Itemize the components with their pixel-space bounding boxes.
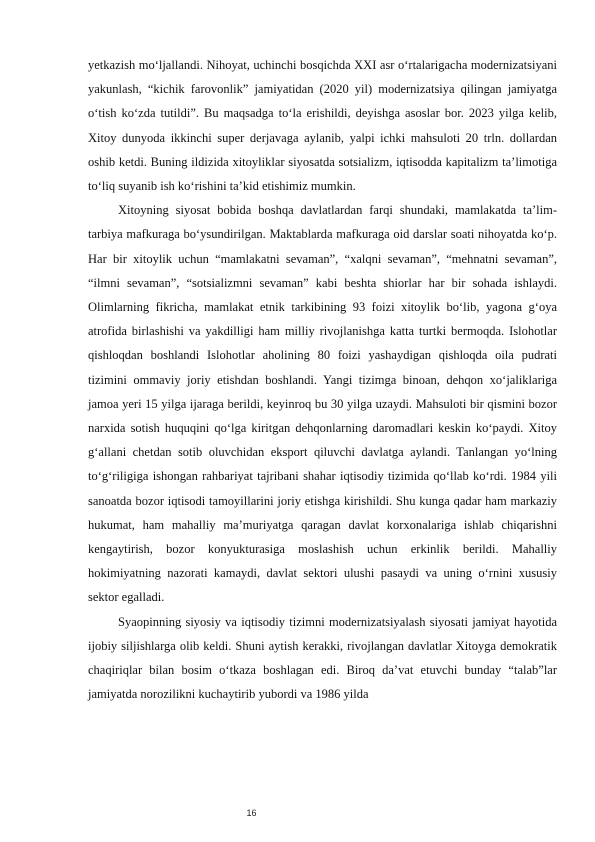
document-page bbox=[88, 53, 557, 706]
paragraph-3: Syaopinning siyosiy va iqtisodiy tizimni modernizatsiyalash siyosati jamiyat hayotida ijobiy siljishlarga olib keldi. Shuni aytish kerakki, rivojlangan davlatlar Xitoyga demokratik chaqiriqlar bilan bosim o‘tkaza boshlagan edi. Biroq da’vat etuvchi bunday “talab”lar jamiyatda norozilikni kuchaytirib yubordi va 1986 yilda bbox=[88, 614, 557, 702]
page-number: 16 bbox=[246, 808, 257, 818]
paragraph-1: yetkazish mo‘ljallandi. Nihoyat, uchinchi bosqichda XXI asr o‘rtalarigacha modernizatsiyani yakunlash, “kichik farovonlik” jamiyatidan (2020 yil) modernizatsiya qilingan jamiyatga o‘tish ko‘zda tutildi”. Bu maqsadga to‘la erishildi, deyishga asoslar bor. 2023 yilga kelib, Xitoy dunyoda ikkinchi super derjavaga aylanib, yalpi ichki mahsuloti 20 trln. dollardan oshib ketdi. Buning ildizida xitoyliklar siyosatda sotsializm, iqtisodda kapitalizm ta’limotiga to‘liq suyanib ish ko‘rishini ta’kid etishimiz mumkin. bbox=[88, 58, 557, 194]
paragraph-2: Xitoyning siyosat bobida boshqa davlatlardan farqi shundaki, mamlakatda ta’lim-tarbiya mafkuraga bo‘ysundirilgan. Maktablarda mafkuraga oid darslar soati nihoyatda ko‘p. Har bir xitoylik uchun “mamlakatni sevaman”, “xalqni sevaman”, “mehnatni sevaman”, “ilmni sevaman”, “sotsializmni sevaman” kabi beshta shiorlar har bir sohada ishlaydi. Olimlarning fikricha, mamlakat etnik tarkibining 93 foizi xitoylik bo‘lib, yagona g‘oya atrofida birlashishi va yakdilligi ham milliy rivojlanishga katta turtki bermoqda. Islohotlar qishloqdan boshlandi Islohotlar aholining 80 foizi yashaydigan qishloqda oila pudrati tizimini ommaviy joriy etishdan boshlandi. Yangi tizimga binoan, dehqon xo‘jaliklariga jamoa yeri 15 yilga ijaraga berildi, keyinroq bu 30 yilga uzaydi. Mahsuloti bir qismini bozor narxida sotish huquqini qo‘lga kiritgan dehqonlarning daromadlari keskin ko‘paydi. Xitoy g‘allani chetdan sotib oluvchidan eksport qiluvchi davlatga aylandi. Tanlangan yo‘lning to‘g‘riligiga ishongan rahbariyat tajribani shahar iqtisodiy tizimida qo‘llab ko‘rdi. 1984 yili sanoatda bozor iqtisodi tamoyillarini joriy etishga kirishildi. Shu kunga qadar ham markaziy hukumat, ham mahalliy ma’muriyatga qaragan davlat korxonalariga ishlab chiqarishni kengaytirish, bozor konyukturasiga moslashish uchun erkinlik berildi. Mahalliy hokimiyatning nazorati kamaydi, davlat sektori ulushi pasaydi va uning o‘rnini xususiy sektor egalladi. bbox=[88, 203, 557, 605]
